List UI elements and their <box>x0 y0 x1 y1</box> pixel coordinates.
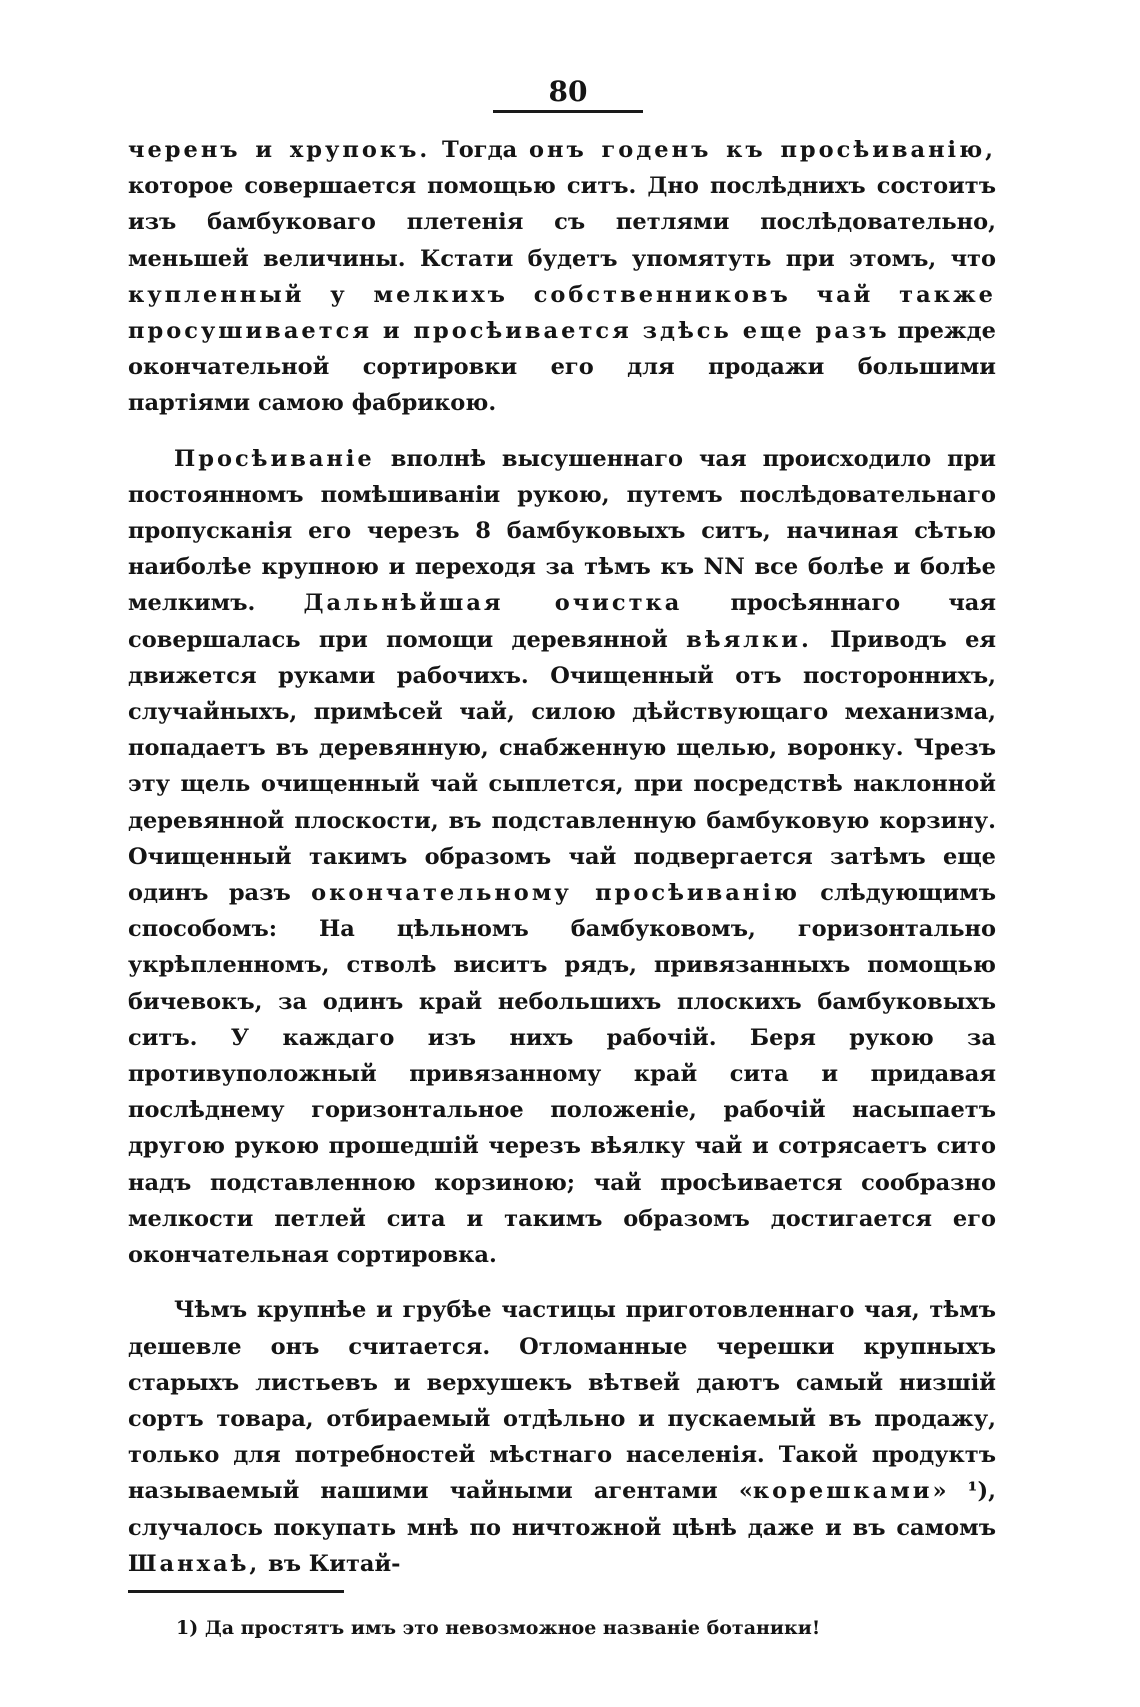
text-segment: Просѣиваніе <box>174 445 375 472</box>
text-segment: Чѣмъ крупнѣе и грубѣе частицы приготовленнаго чая, тѣмъ дешевле онъ считается. Отломанные черешки крупныхъ старыхъ листьевъ и верхушекъ вѣтвей даютъ самый низшій сортъ товара, отбираемый отдѣльно и пускаемый въ продажу, только для потребностей мѣстнаго населенія. Такой продуктъ называемый нашими чайными агентами « <box>128 1297 996 1505</box>
page-number: 80 <box>548 75 588 108</box>
text-segment: просѣяннаго чая совершалась при помощи деревянной <box>128 590 996 653</box>
header-rule <box>493 110 643 113</box>
footnote: 1) Да простятъ имъ это невозможное названіе ботаники! <box>176 1617 821 1639</box>
text-segment: слѣдующимъ способомъ: На цѣльномъ бамбуковомъ, горизонтально укрѣпленномъ, стволѣ виситъ рядъ, привязанныхъ помощью бичевокъ, за одинъ край небольшихъ плоскихъ бамбуковыхъ ситъ. У каждаго изъ нихъ рабочій. Беря рукою за противуположный привязанному край сита и придавая послѣднему горизонтальное положеніе, рабочій насыпаетъ другою рукою прошедшій черезъ вѣялку чай и сотрясаетъ сито надъ подставленною корзиною; чай просѣивается сообразно мелкости петлей сита и такимъ образомъ достигается его окончательная сортировка. <box>128 880 996 1269</box>
body-text <box>128 132 996 1582</box>
text-segment: Приводъ ея движется руками рабочихъ. Очищенный отъ постороннихъ, случайныхъ, примѣсей чай, силою дѣйствующаго механизма, попадаетъ въ деревянную, снабженную щелью, воронку. Чрезъ эту щель очищенный чай сыплется, при посредствѣ наклонной деревянной плоскости, въ подставленную бамбуковую корзину. Очищенный такимъ образомъ чай подвергается затѣмъ еще одинъ разъ <box>128 626 997 907</box>
paragraph-2 <box>128 441 996 1274</box>
text-segment: черенъ и хрупокъ. <box>128 137 431 163</box>
text-segment: Тогда <box>430 137 529 163</box>
text-segment: корешками <box>752 1478 933 1505</box>
paragraph-3 <box>128 1292 996 1582</box>
text-segment: Дальнѣйшая очистка <box>303 590 683 617</box>
text-segment: » ¹), случалось покупать мнѣ по ничтожной цѣнѣ даже и въ самомъ <box>128 1478 996 1541</box>
text-segment: въ Китай- <box>260 1550 401 1577</box>
text-segment: купленный у мелкихъ собственниковъ чай также просушивается и просѣивается здѣсь еще разъ <box>128 281 996 345</box>
text-segment: которое совершается помощью ситъ. Дно послѣднихъ состоитъ изъ бамбуковаго плетенія съ петлями послѣдовательно, меньшей величины. Кстати будетъ упомятуть при этомъ, что <box>128 173 996 272</box>
footnote-rule <box>128 1590 344 1593</box>
paragraph-1 <box>128 132 996 422</box>
text-segment: вѣялки. <box>686 626 812 653</box>
text-segment: вполнѣ высушеннаго чая происходило при постоянномъ помѣшиваніи рукою, путемъ послѣдовательнаго пропусканія его черезъ 8 бамбуковыхъ ситъ, начиная сѣтью наиболѣе крупною и переходя за тѣмъ къ NN все болѣе и болѣе мелкимъ. <box>128 445 996 617</box>
text-segment: онъ годенъ къ просѣиванію, <box>528 137 997 163</box>
text-segment: Шанхаѣ, <box>128 1550 261 1577</box>
text-segment: прежде окончательной сортировки его для продажи большими партіями самою фабрикою. <box>128 318 996 417</box>
text-segment: окончательному просѣиванію <box>311 880 800 907</box>
